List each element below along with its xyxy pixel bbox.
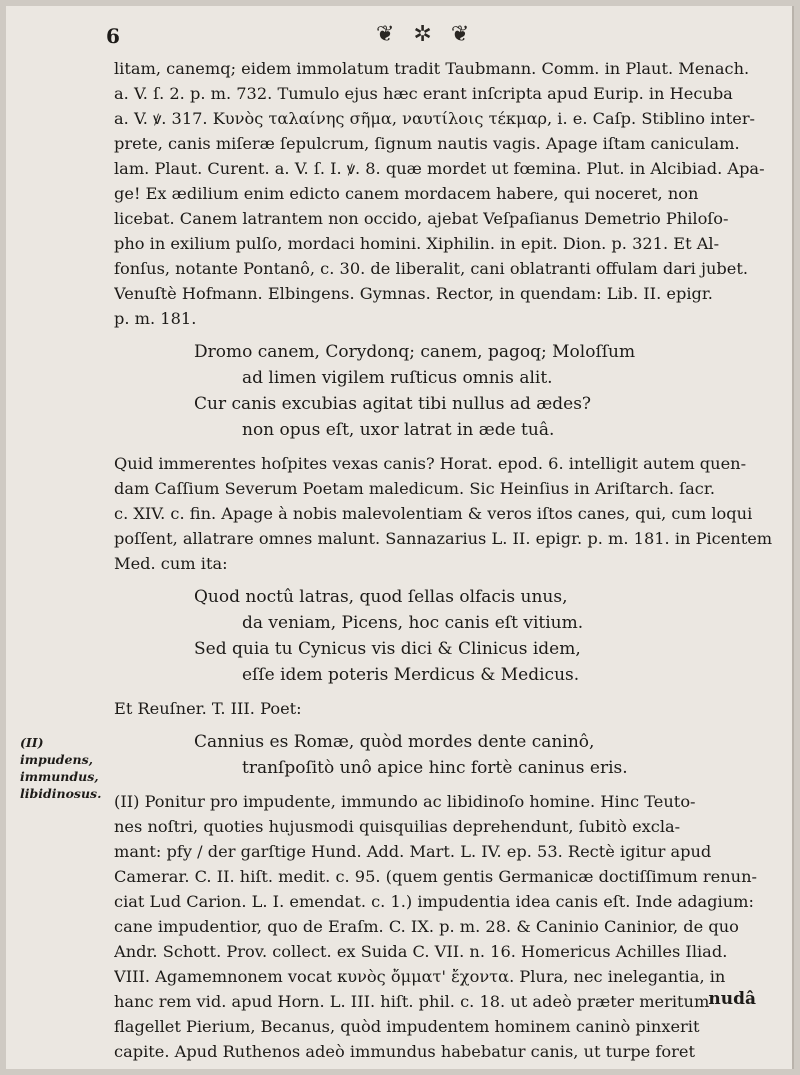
text-line: Camerar. C. II. hiſt. medit. c. 95. (quem gentis Germanicæ doctiſſimum renun- (114, 867, 757, 886)
text-line: fonſus, notante Pontanô, c. 30. de liberalit, cani oblatranti offulam dari jubet. (114, 259, 749, 278)
verse-line: tranſpoſitò unô apice hinc fortè caninus eris. (242, 758, 628, 778)
book-page (6, 6, 794, 1069)
ornament-icon: ❦ ✲ ❦ (376, 22, 476, 47)
verse-line: ad limen vigilem ruſticus omnis alit. (242, 368, 553, 388)
verse-line: Dromo canem, Corydonq; canem, pagoq; Moloſſum (194, 342, 636, 362)
text-line: capite. Apud Ruthenos adeò immundus habebatur canis, ut turpe foret (114, 1042, 695, 1061)
text-line: (II) Ponitur pro impudente, immundo ac libidinoſo homine. Hinc Teuto- (114, 792, 696, 811)
text-line: ge! Ex ædilium enim edicto canem mordacem habere, qui noceret, non (114, 184, 699, 203)
text-line: flagellet Pierium, Becanus, quòd impudentem hominem caninò pinxerit (114, 1017, 700, 1036)
verse-line: eſſe idem poteris Merdicus & Medicus. (242, 665, 580, 685)
text-line: Quid immerentes hoſpites vexas canis? Horat. epod. 6. intelligit autem quen- (114, 454, 747, 473)
verse-line: Cur canis excubias agitat tibi nullus ad ædes? (194, 394, 592, 414)
text-line: nes noſtri, quoties hujusmodi quisquilias deprehendunt, ſubitò excla- (114, 817, 681, 836)
text-line: VIII. Agamemnonem vocat κυνὸς ὄμματ' ἔχοντα. Plura, nec inelegantia, in (114, 967, 726, 986)
verse-line: Sed quia tu Cynicus vis dici & Clinicus idem, (194, 639, 581, 659)
text-line: dam Caſſium Severum Poetam maledicum. Sic Heinſius in Ariſtarch. ſacr. (114, 479, 715, 498)
text-line: a. V. ꝟ. 317. Κυνὸς ταλαίνης σῆμα, ναυτίλοις τέκμαρ, i. e. Caſp. Stiblino inter- (114, 109, 756, 128)
text-line: c. XIV. c. fin. Apage à nobis malevolentiam & veros iſtos canes, qui, cum loqui (114, 504, 753, 523)
text-line: Med. cum ita: (114, 554, 228, 573)
text-line: prete, canis miſeræ ſepulcrum, ſignum nautis vagis. Apage iſtam caniculam. (114, 134, 740, 153)
text-line: Venuſtè Hofmann. Elbingens. Gymnas. Rector, in quendam: Lib. II. epigr. (114, 284, 713, 303)
text-line: pho in exilium pulſo, mordaci homini. Xiphilin. in epit. Dion. p. 321. Et Al- (114, 234, 720, 253)
text-line: lam. Plaut. Curent. a. V. ſ. I. ꝟ. 8. quæ mordet ut fœmina. Plut. in Alcibiad. Apa- (114, 159, 765, 178)
text-line: Et Reuſner. T. III. Poet: (114, 699, 302, 718)
text-line: a. V. ſ. 2. p. m. 732. Tumulo ejus hæc erant inſcripta apud Eurip. in Hecuba (114, 84, 733, 103)
text-line: cane impudentior, quo de Eraſm. C. IX. p. m. 28. & Caninio Caninior, de quo (114, 917, 739, 936)
verse-line: non opus eſt, uxor latrat in æde tuâ. (242, 420, 555, 440)
page-header (6, 20, 794, 50)
text-line: hanc rem vid. apud Horn. L. III. hiſt. phil. c. 18. ut adeò præter meritum (114, 992, 710, 1011)
text-line: licebat. Canem latrantem non occido, ajebat Veſpaſianus Demetrio Philoſo- (114, 209, 729, 228)
text-line: litam, canemq; eidem immolatum tradit Taubmann. Comm. in Plaut. Menach. (114, 59, 750, 78)
text-line: Andr. Schott. Prov. collect. ex Suida C. VII. n. 16. Homericus Achilles Iliad. (114, 942, 728, 961)
text-line: poſſent, allatrare omnes malunt. Sannazarius L. II. epigr. p. m. 181. in Picentem (114, 529, 773, 548)
text-line: mant: pfy / der garſtige Hund. Add. Mart. L. IV. ep. 53. Rectè igitur apud (114, 842, 712, 861)
page-number: 6 (106, 24, 120, 48)
margin-note: (II) impudens, immundus, libidinosus. (20, 735, 102, 801)
verse-line: Quod noctû latras, quod ſellas olfacis unus, (194, 587, 568, 607)
verse-line: da veniam, Picens, hoc canis eſt vitium. (242, 613, 584, 633)
catchword: nudâ (708, 989, 756, 1009)
text-line: ciat Lud Carion. L. I. emendat. c. 1.) impudentia idea canis eſt. Inde adagium: (114, 892, 754, 911)
text-line: p. m. 181. (114, 309, 197, 328)
main-text (114, 56, 774, 1064)
verse-line: Cannius es Romæ, quòd mordes dente caninô, (194, 732, 595, 752)
